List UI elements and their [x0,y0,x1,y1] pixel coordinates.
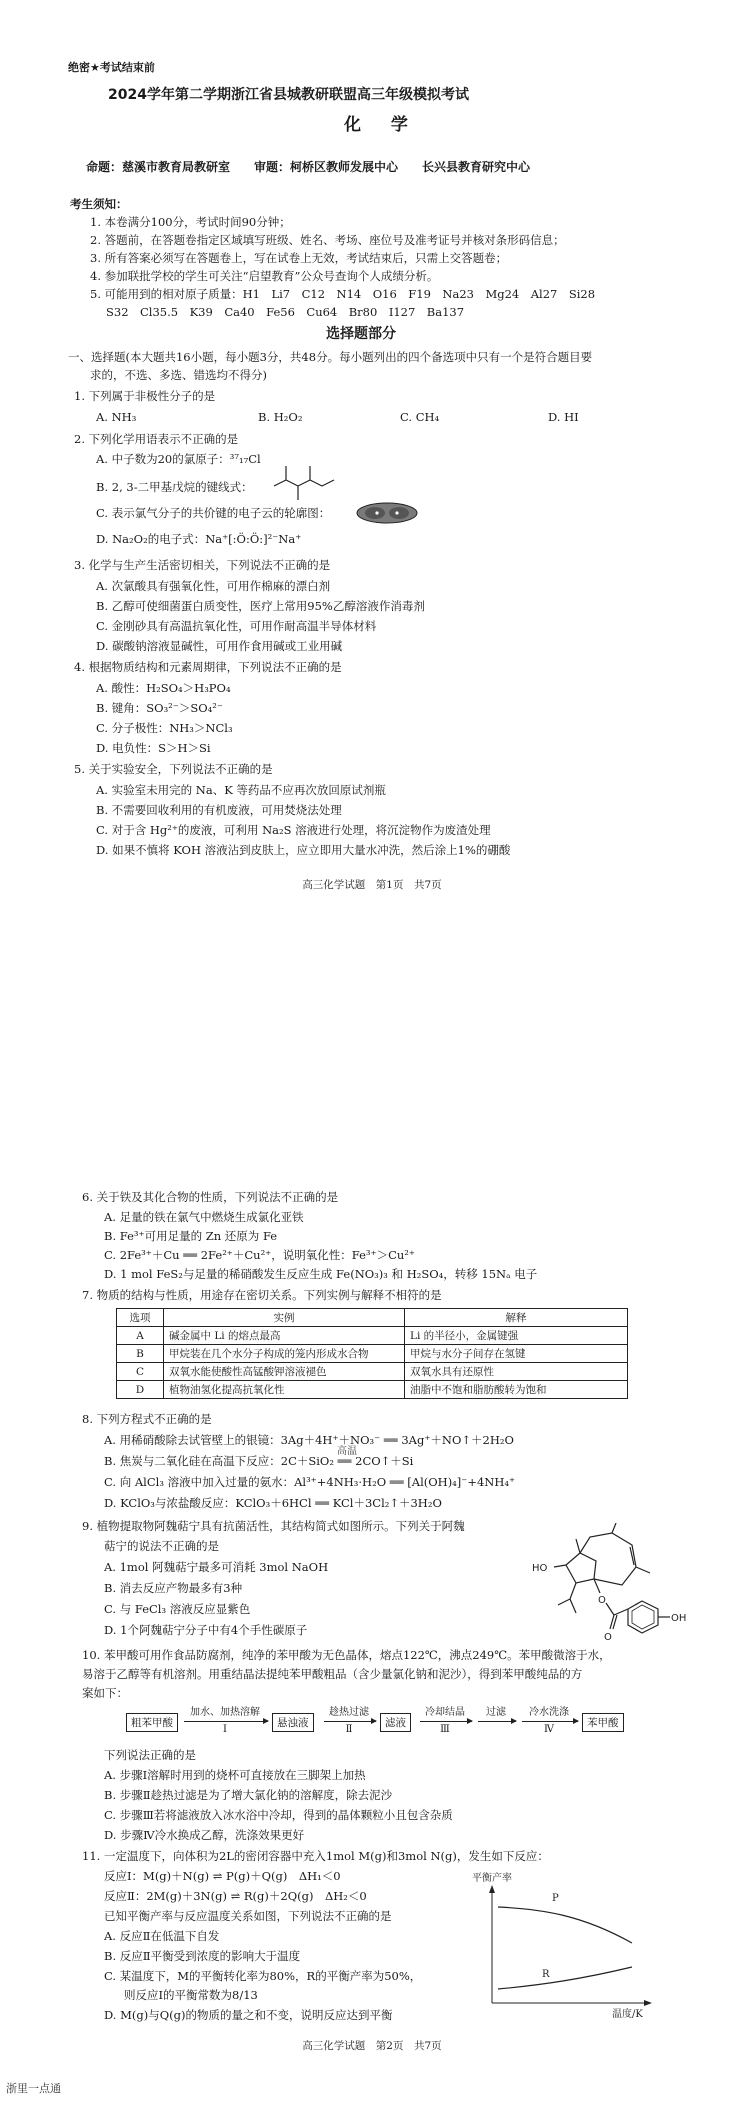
notice-item: 5. 可能用到的相对原子质量：H1 Li7 C12 N14 O16 F19 Na23 Mg24 Al27 Si28 [90,287,596,301]
q3-option-c: C. 金刚砂具有高温抗氧化性，可用作耐高温半导体材料 [96,619,377,633]
q4-option-d: D. 电负性：S＞H＞Si [96,741,211,755]
flow-node: 悬浊液 [272,1713,314,1732]
q10-option-b: B. 步骤Ⅱ趁热过滤是为了增大氯化钠的溶解度，除去泥沙 [104,1788,393,1802]
q2-option-d: D. Na₂O₂的电子式：Na⁺[:Ö:Ö:]²⁻Na⁺ [96,532,302,546]
flow-arrow [478,1721,516,1722]
reaction-condition: 高温 [337,1446,357,1457]
flow-arrow [522,1721,578,1722]
table-cell: 碱金属中 Li 的熔点最高 [164,1327,405,1345]
flow-step-label: 趁热过滤 [329,1707,369,1718]
electron-cloud-icon [355,500,419,526]
q2-option-a: A. 中子数为20的氯原子：³⁷₁₇Cl [96,452,261,466]
q10-stem: 10. 苯甲酸可用作食品防腐剂，纯净的苯甲酸为无色晶体，熔点122℃，沸点249℃。苯甲酸微溶于水， [82,1648,611,1662]
q3-option-b: B. 乙醇可使细菌蛋白质变性，医疗上常用95%乙醇溶液作消毒剂 [96,599,425,613]
q9-option-a: A. 1mol 阿魏萜宁最多可消耗 3mol NaOH [104,1560,329,1574]
table-cell: Li 的半径小，金属键强 [405,1327,628,1345]
part-intro: 一、选择题(本大题共16小题，每小题3分，共48分。每小题列出的四个备选项中只有一个是符合题目要 [68,350,593,364]
q4-option-b: B. 键角：SO₃²⁻＞SO₄²⁻ [96,701,223,715]
table-cell: B [117,1345,164,1363]
q10-stem: 案如下： [82,1686,128,1700]
q11-reaction-2: 反应Ⅱ：2M(g)＋3N(g) ⇌ R(g)＋2Q(g) ΔH₂＜0 [104,1889,367,1903]
curve-label-p: P [552,1893,559,1904]
q11-option-a: A. 反应Ⅱ在低温下自发 [104,1929,220,1943]
ferutinin-structure [518,1523,718,1643]
flow-node: 粗苯甲酸 [126,1713,178,1732]
q6-option-a: A. 足量的铁在氯气中燃烧生成氯化亚铁 [104,1210,304,1224]
q8-stem: 8. 下列方程式不正确的是 [82,1412,212,1426]
page-footer: 高三化学试题 第1页 共7页 [302,879,442,891]
q10-option-d: D. 步骤Ⅳ冷水换成乙醇，洗涤效果更好 [104,1828,305,1842]
table-row [117,1327,628,1345]
q7-stem: 7. 物质的结构与性质，用途存在密切关系。下列实例与解释不相符的是 [82,1288,442,1302]
q11-stem: 11. 一定温度下，向体积为2L的密闭容器中充入1mol M(g)和3mol N(g)，发生如下反应： [82,1849,549,1863]
flow-step-num: Ⅰ [223,1724,227,1735]
q11-question: 已知平衡产率与反应温度关系如图，下列说法不正确的是 [104,1909,392,1923]
label-o: O [598,1595,606,1606]
flow-node: 苯甲酸 [582,1713,624,1732]
col-header: 选项 [117,1309,164,1327]
authors-line: 命题：慈溪市教育局教研室 审题：柯桥区教师发展中心 长兴县教育研究中心 [86,160,531,174]
q8-option-d: D. KClO₃与浓盐酸反应：KClO₃＋6HCl ══ KCl＋3Cl₂↑＋3H₂O [104,1496,442,1510]
q9-stem: 萜宁的说法不正确的是 [104,1539,219,1553]
q2-option-c: C. 表示氯气分子的共价键的电子云的轮廓图： [96,506,331,520]
section-title: 选择题部分 [326,326,396,342]
q11-option-d: D. M(g)与Q(g)的物质的量之和不变，说明反应达到平衡 [104,2008,393,2022]
q9-option-d: D. 1个阿魏萜宁分子中有4个手性碳原子 [104,1623,308,1637]
q5-stem: 5. 关于实验安全，下列说法不正确的是 [74,762,273,776]
notice-item: 1. 本卷满分100分，考试时间90分钟； [90,215,291,229]
flow-node: 滤液 [380,1713,411,1732]
q11-option-b: B. 反应Ⅱ平衡受到浓度的影响大于温度 [104,1949,301,1963]
notice-heading: 考生须知： [70,197,128,211]
q8-option-a: A. 用稀硝酸除去试管壁上的银镜：3Ag＋4H⁺＋NO₃⁻ ══ 3Ag⁺＋NO↑＋2H₂O [104,1433,514,1447]
label-oh: OH [671,1613,687,1624]
q11-yield-temperature-graph [472,1871,672,2021]
q6-option-d: D. 1 mol FeS₂与足量的稀硝酸发生反应生成 Fe(NO₃)₃ 和 H₂SO₄，转移 15Nₐ 电子 [104,1267,538,1281]
q5-option-c: C. 对于含 Hg²⁺的废液，可利用 Na₂S 溶液进行处理，将沉淀物作为废渣处理 [96,823,491,837]
q1-option-a: A. NH₃ [96,410,137,424]
flow-step-label: 冷却结晶 [425,1707,465,1718]
curve-label-r: R [542,1969,550,1980]
skeletal-formula-2-3-dimethylpentane [270,462,350,504]
table-row [117,1381,628,1399]
curve-r [498,1967,632,1989]
table-header-row [117,1309,628,1327]
q11-option-c: C. 某温度下，M的平衡转化率为80%，R的平衡产率为50%， [104,1969,422,1983]
table-row [117,1345,628,1363]
q4-option-a: A. 酸性：H₂SO₄＞H₃PO₄ [96,681,231,695]
q10-stem: 易溶于乙醇等有机溶剂。用重结晶法提纯苯甲酸粗品（含少量氯化钠和泥沙），得到苯甲酸纯品的方 [82,1667,583,1681]
q4-stem: 4. 根据物质结构和元素周期律，下列说法不正确的是 [74,660,342,674]
flow-arrow [420,1721,472,1722]
exam-page-2 [0,1105,744,2104]
q7-table [116,1308,628,1399]
q1-option-b: B. H₂O₂ [258,410,303,424]
q3-stem: 3. 化学与生产生活密切相关，下列说法不正确的是 [74,558,331,572]
table-cell: D [117,1381,164,1399]
table-cell: 油脂中不饱和脂肪酸转为饱和 [405,1381,628,1399]
table-cell: A [117,1327,164,1345]
q5-option-b: B. 不需要回收利用的有机废液，可用焚烧法处理 [96,803,342,817]
flow-step-label: 加水、加热溶解 [190,1707,260,1718]
q1-stem: 1. 下列属于非极性分子的是 [74,389,216,403]
flow-step-label: 冷水洗涤 [529,1707,569,1718]
q3-option-a: A. 次氯酸具有强氧化性，可用作棉麻的漂白剂 [96,579,331,593]
table-cell: C [117,1363,164,1381]
watermark: 浙里一点通 [6,2082,61,2095]
q5-option-d: D. 如果不慎将 KOH 溶液沾到皮肤上，应立即用大量水冲洗，然后涂上1%的硼酸 [96,843,511,857]
q10-option-a: A. 步骤Ⅰ溶解时用到的烧杯可直接放在三脚架上加热 [104,1768,366,1782]
part-intro: 求的，不选、多选、错选均不得分) [90,368,267,382]
notice-item: 2. 答题前，在答题卷指定区域填写班级、姓名、考场、座位号及准考证号并核对条形码信息； [90,233,565,247]
q5-option-a: A. 实验室未用完的 Na、K 等药品不应再次放回原试剂瓶 [96,783,386,797]
flow-arrow [184,1721,268,1722]
notice-item: 4. 参加联批学校的学生可关注“启望教育”公众号查询个人成绩分析。 [90,269,439,283]
notice-item: S32 Cl35.5 K39 Ca40 Fe56 Cu64 Br80 I127 Ba137 [106,305,465,319]
table-cell: 双氧水能使酸性高锰酸钾溶液褪色 [164,1363,405,1381]
table-cell: 甲烷装在几个水分子构成的笼内形成水合物 [164,1345,405,1363]
q6-option-c: C. 2Fe³⁺＋Cu ══ 2Fe²⁺＋Cu²⁺，说明氧化性：Fe³⁺＞Cu²⁺ [104,1248,415,1262]
curve-p [498,1907,632,1943]
q9-option-b: B. 消去反应产物最多有3种 [104,1581,243,1595]
col-header: 实例 [164,1309,405,1327]
q2-stem: 2. 下列化学用语表示不正确的是 [74,432,239,446]
table-cell: 甲烷与水分子间存在氢键 [405,1345,628,1363]
table-row [117,1363,628,1381]
q6-option-b: B. Fe³⁺可用足量的 Zn 还原为 Fe [104,1229,278,1243]
flow-step-label: 过滤 [486,1707,506,1718]
notice-item: 3. 所有答案必须写在答题卷上，写在试卷上无效，考试结束后，只需上交答题卷； [90,251,508,265]
q2-option-b: B. 2, 3-二甲基戊烷的键线式： [96,480,253,494]
q11-option-c-cont: 则反应Ⅰ的平衡常数为8/13 [124,1988,258,2002]
graph-ylabel: 平衡产率 [472,1873,512,1884]
q8-option-b: B. 焦炭与二氧化硅在高温下反应：2C＋SiO₂ ══ 2CO↑＋Si [104,1454,414,1468]
q4-option-c: C. 分子极性：NH₃＞NCl₃ [96,721,233,735]
page-footer: 高三化学试题 第2页 共7页 [302,2040,442,2052]
q10-option-c: C. 步骤Ⅲ若将滤液放入冰水浴中冷却，得到的晶体颗粒小且包含杂质 [104,1808,453,1822]
subject-title: 化 学 [344,115,420,135]
q1-option-d: D. HI [548,410,579,424]
flow-arrow [324,1721,376,1722]
flow-step-num: Ⅳ [544,1724,554,1735]
secret-tag: 绝密★考试结束前 [68,61,155,74]
label-o: O [604,1632,612,1643]
q10-question: 下列说法正确的是 [104,1748,196,1762]
col-header: 解释 [405,1309,628,1327]
table-cell: 双氧水具有还原性 [405,1363,628,1381]
q9-option-c: C. 与 FeCl₃ 溶液反应显紫色 [104,1602,251,1616]
exam-title: 2024学年第二学期浙江省县城教研联盟高三年级模拟考试 [108,87,469,103]
q8-option-c: C. 向 AlCl₃ 溶液中加入过量的氨水：Al³⁺+4NH₃·H₂O ══ [Al(OH)₄]⁻+4NH₄⁺ [104,1475,516,1489]
label-ho: HO [532,1563,548,1574]
q1-option-c: C. CH₄ [400,410,440,424]
q11-reaction-1: 反应Ⅰ：M(g)＋N(g) ⇌ P(g)＋Q(g) ΔH₁＜0 [104,1869,341,1883]
q3-option-d: D. 碳酸钠溶液显碱性，可用作食用碱或工业用碱 [96,639,343,653]
flow-step-num: Ⅲ [440,1724,450,1735]
graph-xlabel: 温度/K [612,2009,643,2020]
q9-stem: 9. 植物提取物阿魏萜宁具有抗菌活性，其结构简式如图所示。下列关于阿魏 [82,1519,465,1533]
flow-step-num: Ⅱ [345,1724,353,1735]
q6-stem: 6. 关于铁及其化合物的性质，下列说法不正确的是 [82,1190,339,1204]
table-cell: 植物油氢化提高抗氧化性 [164,1381,405,1399]
